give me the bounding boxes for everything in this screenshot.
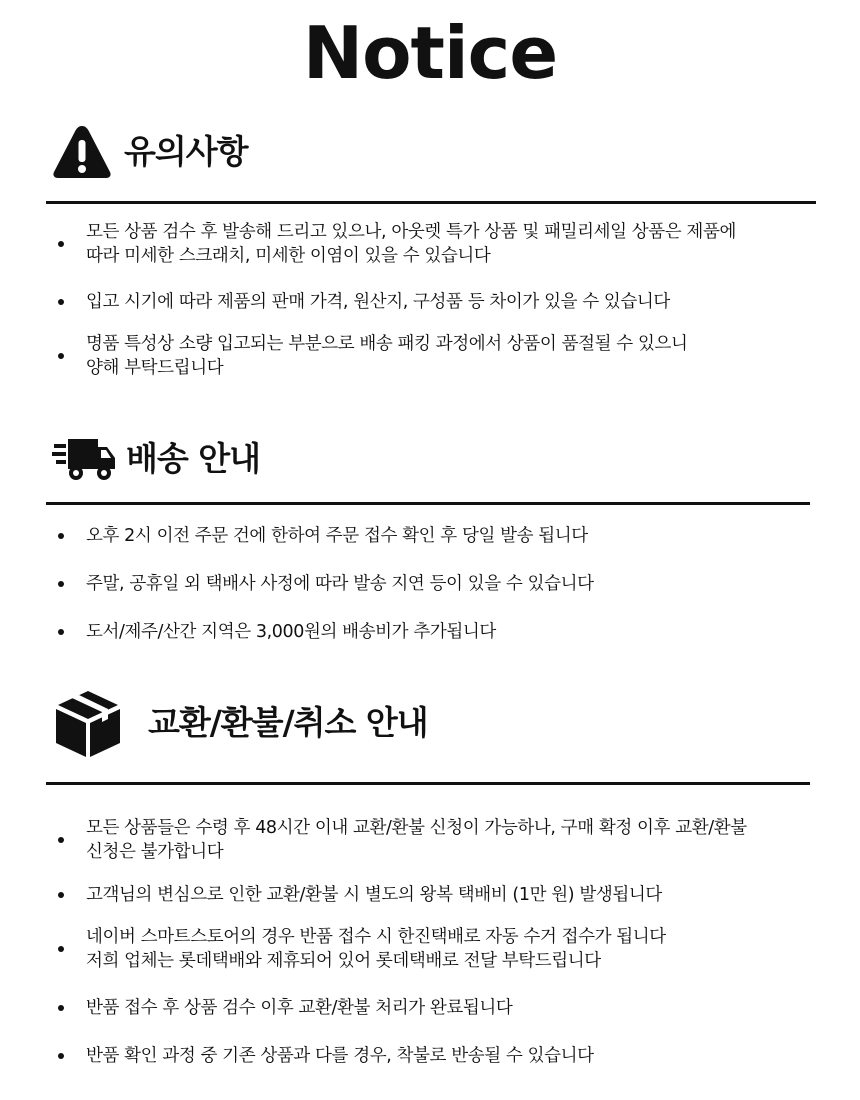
bullet-dot — [58, 1053, 64, 1059]
section-header-delivery — [52, 435, 260, 483]
exchange-list — [58, 815, 838, 1068]
page-title: Notice — [302, 11, 558, 95]
delivery-truck-icon — [52, 435, 116, 483]
package-box-icon — [52, 687, 124, 759]
list-item — [58, 883, 838, 907]
list-item — [58, 815, 838, 865]
bullet-dot — [58, 1005, 64, 1011]
section-title-delivery: 배송 안내 — [126, 439, 261, 478]
list-item — [58, 524, 828, 548]
delivery-list — [58, 524, 828, 644]
bullet-dot — [58, 581, 64, 587]
section-divider — [46, 782, 810, 785]
bullet-dot — [58, 533, 64, 539]
list-item-text: 주말, 공휴일 외 택배사 사정에 따라 발송 지연 등이 있을 수 있습니다 — [86, 574, 594, 594]
list-item-text: 반품 접수 후 상품 검수 이후 교환/환불 처리가 완료됩니다 — [86, 998, 513, 1018]
bullet-dot — [58, 892, 64, 898]
list-item-text: 네이버 스마트스토어의 경우 반품 접수 시 한진택배로 자동 수거 접수가 됩니다 저희 업체는 롯데택배와 제휴되어 있어 롯데택배로 전달 부탁드립니다 — [86, 927, 666, 971]
list-item — [58, 572, 828, 596]
list-item-text: 명품 특성상 소량 입고되는 부분으로 배송 패킹 과정에서 상품이 품절될 수 있으니 양해 부탁드립니다 — [86, 334, 688, 378]
list-item-text: 도서/제주/산간 지역은 3,000원의 배송비가 추가됩니다 — [86, 622, 496, 642]
list-item-text: 오후 2시 이전 주문 건에 한하여 주문 접수 확인 후 당일 발송 됩니다 — [86, 526, 588, 546]
warning-icon — [52, 124, 112, 180]
section-divider — [46, 502, 810, 505]
list-item — [58, 331, 828, 381]
list-item — [58, 219, 828, 269]
list-item — [58, 924, 838, 974]
list-item — [58, 620, 828, 644]
list-item-text: 모든 상품들은 수령 후 48시간 이내 교환/환불 신청이 가능하나, 구매 확정 이후 교환/환불 신청은 불가합니다 — [86, 818, 747, 862]
bullet-dot — [58, 241, 64, 247]
section-title-caution: 유의사항 — [124, 132, 248, 171]
bullet-dot — [58, 299, 64, 305]
list-item-text: 입고 시기에 따라 제품의 판매 가격, 원산지, 구성품 등 차이가 있을 수 있습니다 — [86, 292, 670, 312]
section-header-exchange — [52, 687, 428, 759]
bullet-dot — [58, 353, 64, 359]
caution-list — [58, 219, 828, 381]
list-item-text: 고객님의 변심으로 인한 교환/환불 시 별도의 왕복 택배비 (1만 원) 발생됩니다 — [86, 885, 662, 905]
section-title-exchange: 교환/환불/취소 안내 — [148, 703, 428, 742]
list-item-text: 모든 상품 검수 후 발송해 드리고 있으나, 아웃렛 특가 상품 및 패밀리세일 상품은 제품에 따라 미세한 스크래치, 미세한 이염이 있을 수 있습니다 — [86, 222, 736, 266]
list-item-text: 반품 확인 과정 중 기존 상품과 다를 경우, 착불로 반송될 수 있습니다 — [86, 1046, 594, 1066]
section-header-caution — [52, 124, 248, 180]
bullet-dot — [58, 837, 64, 843]
bullet-dot — [58, 946, 64, 952]
bullet-dot — [58, 629, 64, 635]
list-item — [58, 996, 838, 1020]
list-item — [58, 290, 828, 314]
list-item — [58, 1044, 838, 1068]
section-divider — [46, 201, 816, 204]
